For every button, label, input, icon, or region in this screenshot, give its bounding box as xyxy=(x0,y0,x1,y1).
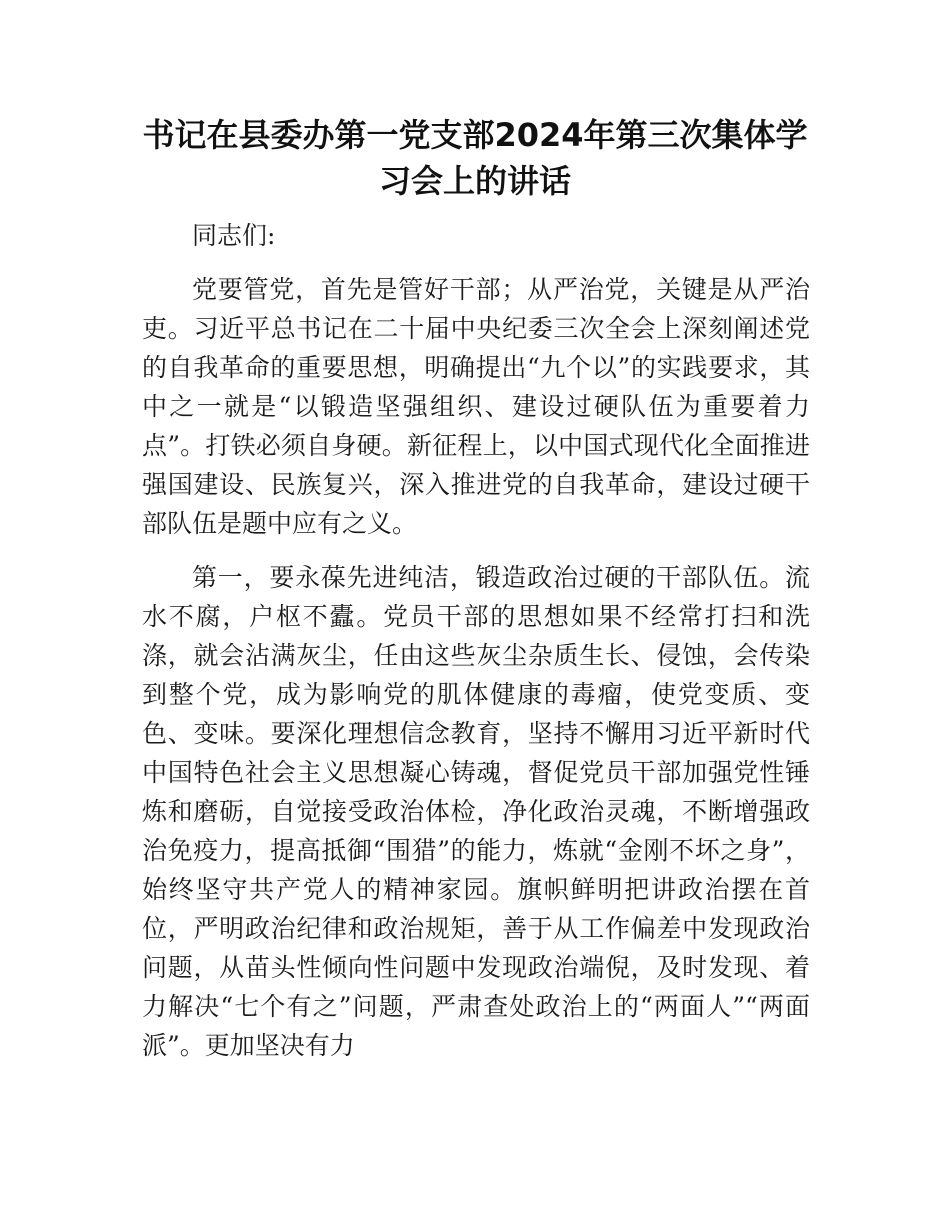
document-body xyxy=(142,216,810,1080)
paragraph-intro: 党要管党，首先是管好干部；从严治党，关键是从严治吏。习近平总书记在二十届中央纪委三次全会上深刻阐述党的自我革命的重要思想，明确提出“九个以”的实践要求，其中之一就是“以锻造坚强组织、建设过硬队伍为重要着力点”。打铁必须自身硬。新征程上，以中国式现代化全面推进强国建设、民族复兴，深入推进党的自我革命，建设过硬干部队伍是题中应有之义。 xyxy=(142,275,810,538)
greeting: 同志们: xyxy=(192,221,276,250)
document-title: 书记在县委办第一党支部2024年第三次集体学习会上的讲话 xyxy=(142,116,808,200)
paragraph-first-point: 第一，要永葆先进纯洁，锻造政治过硬的干部队伍。流水不腐，户枢不蠹。党员干部的思想如果不经常打扫和洗涤，就会沾满灰尘，任由这些灰尘杂质生长、侵蚀，会传染到整个党，成为影响党的肌体健康的毒瘤，使党变质、变色、变味。要深化理想信念教育，坚持不懈用习近平新时代中国特色社会主义思想凝心铸魂，督促党员干部加强党性锤炼和磨砺，自觉接受政治体检，净化政治灵魂，不断增强政治免疫力，提高抵御“围猎”的能力，炼就“金刚不坏之身”，始终坚守共产党人的精神家园。旗帜鲜明把讲政治摆在首位，严明政治纪律和政治规矩，善于从工作偏差中发现政治问题，从苗头性倾向性问题中发现政治端倪，及时发现、着力解决“七个有之”问题，严肃查处政治上的“两面人”“两面派”。更加坚决有力 xyxy=(142,563,810,1060)
